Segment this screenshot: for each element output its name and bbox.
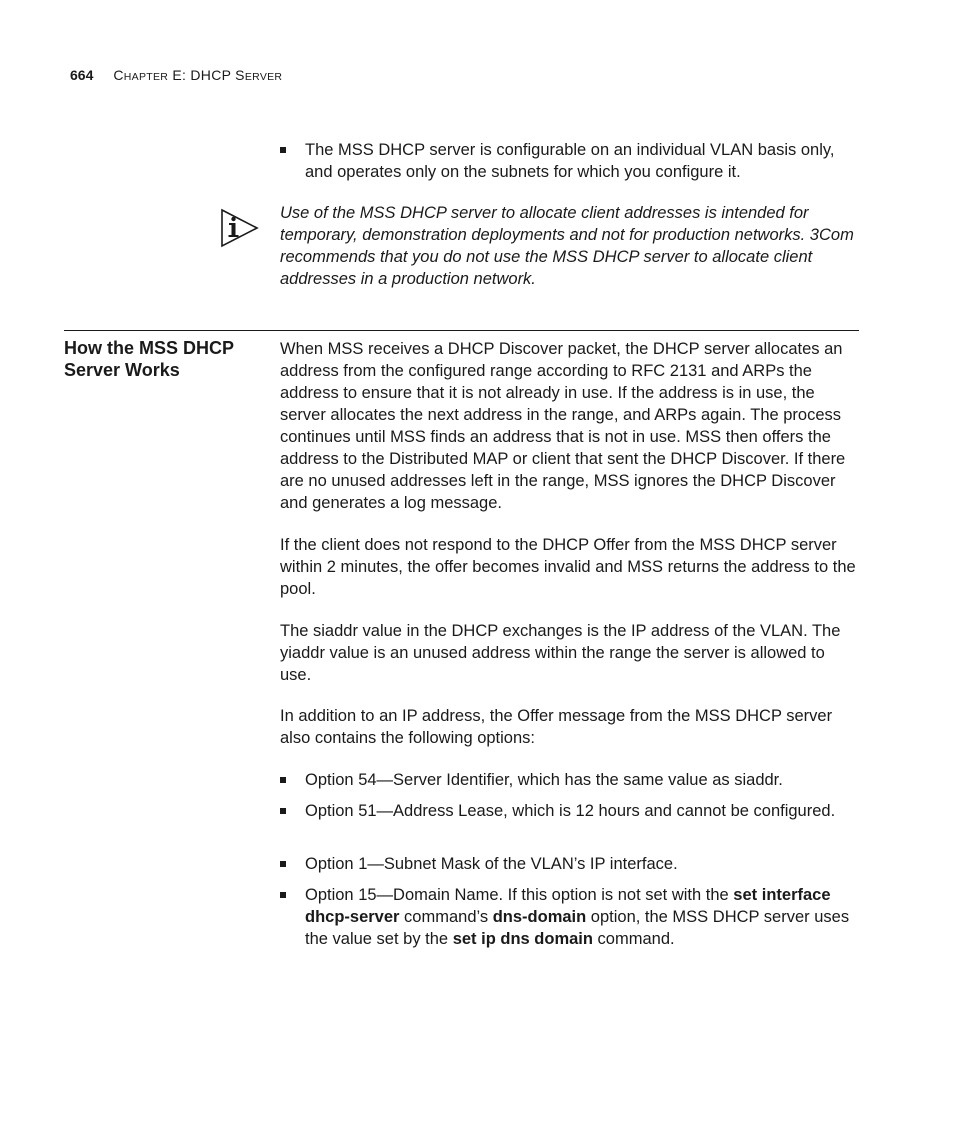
- list-item: Option 54—Server Identifier, which has the same value as siaddr.: [280, 769, 860, 791]
- paragraph: The siaddr value in the DHCP exchanges is the IP address of the VLAN. The yiaddr value is an unused address within the range the server is allowed to use.: [280, 622, 841, 684]
- section-divider: [64, 330, 859, 331]
- bullet-marker: [280, 808, 286, 814]
- bullet-marker: [280, 777, 286, 783]
- list-item: Option 1—Subnet Mask of the VLAN’s IP interface.: [280, 853, 860, 875]
- list-item: Option 15—Domain Name. If this option is not set with the set interface dhcp-server command’s dns-domain option, the MSS DHCP server uses the value set by the set ip dns domain command.: [280, 884, 860, 950]
- list-item: The MSS DHCP server is configurable on an individual VLAN basis only, and operates only on the subnets for which you configure it.: [280, 139, 860, 183]
- paragraph: When MSS receives a DHCP Discover packet, the DHCP server allocates an address from the configured range according to RFC 2131 and ARPs the address to ensure that it is not already in use. If the address is in use, the server allocates the next address in the range, and ARPs again. The process continues until MSS finds an address that is not in use. MSS then offers the address to the Distributed MAP or client that sent the DHCP Discover. If there are no unused addresses left in the range, MSS ignores the DHCP Discover and generates a log message.: [280, 340, 846, 512]
- page-number: 664: [70, 67, 94, 83]
- command-name: set interface dhcp-server: [305, 886, 831, 926]
- option-name: dns-domain: [492, 908, 587, 926]
- list-item: Option 51—Address Lease, which is 12 hours and cannot be configured.: [280, 800, 860, 822]
- bullet-marker: [280, 147, 286, 153]
- bullet-marker: [280, 892, 286, 898]
- bullet-marker: [280, 861, 286, 867]
- chapter-title: CHAPTER E: DHCP SERVER: [113, 67, 283, 83]
- page-header: [70, 67, 282, 83]
- note-text: Use of the MSS DHCP server to allocate client addresses is intended for temporary, demonstration deployments and not for production networks. 3Com recommends that you do not use the MSS DHCP server to allocate client addresses in a production network.: [280, 204, 854, 288]
- paragraph: In addition to an IP address, the Offer message from the MSS DHCP server also contains the following options:: [280, 707, 833, 747]
- info-icon: [220, 208, 260, 248]
- paragraph: If the client does not respond to the DHCP Offer from the MSS DHCP server within 2 minutes, the offer becomes invalid and MSS returns the address to the pool.: [280, 536, 856, 598]
- command-name: set ip dns domain: [452, 930, 593, 948]
- section-title: How the MSS DHCP Server Works: [64, 338, 234, 380]
